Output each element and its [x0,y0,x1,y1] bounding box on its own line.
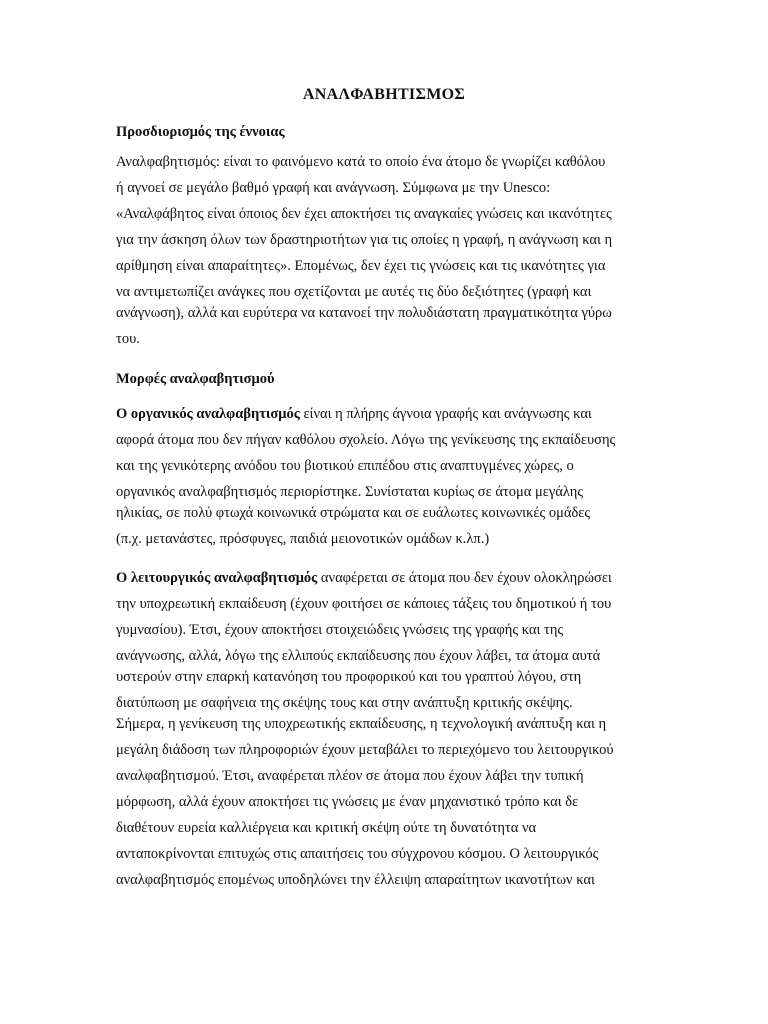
section-heading-forms: Μορφές αναλφαβητισμού [116,371,275,387]
text-line: οργανικός αναλφαβητισμός περιορίστηκε. Συνίσταται κυρίως σε άτομα μεγάλης [116,484,584,500]
text-line: Αναλφαβητισμός: είναι το φαινόμενο κατά το οποίο ένα άτομο δε γνωρίζει καθόλου [116,154,606,170]
text-line: αρίθμηση είναι απαραίτητες». Επομένως, δεν έχει τις γνώσεις και τις ικανότητες για [116,258,606,274]
text-line: αναλφαβητισμού. Έτσι, αναφέρεται πλέον σε άτομα που έχουν λάβει την τυπική [116,768,584,784]
term-functional-illiteracy: Ο λειτουργικός αναλφαβητισμός [116,570,318,586]
text-line: γυμνασίου). Έτσι, έχουν αποκτήσει στοιχειώδεις γνώσεις της γραφής και της [116,622,564,638]
text-line: (π.χ. μετανάστες, πρόσφυγες, παιδιά μειονοτικών ομάδων κ.λπ.) [116,531,490,547]
text-line: να αντιμετωπίζει ανάγκες που σχετίζονται με αυτές τις δύο δεξιότητες (γραφή και [116,284,592,300]
text-line: μόρφωση, αλλά έχουν αποκτήσει τις γνώσεις με έναν μηχανιστικό τρόπο και δε [116,794,579,810]
text-line: του. [116,331,140,347]
text-line: την υποχρεωτική εκπαίδευση (έχουν φοιτήσει σε κάποιες τάξεις του δημοτικού ή του [116,596,612,612]
document-title: ΑΝΑΛΦΑΒΗΤΙΣΜΟΣ [302,86,466,103]
section-heading-definition: Προσδιορισμός της έννοιας [116,124,285,140]
text-line: «Αναλφάβητος είναι όποιος δεν έχει αποκτήσει τις αναγκαίες γνώσεις και ικανότητες [116,206,612,222]
text-line: και της γενικότερης ανόδου του βιοτικού επιπέδου στις αναπτυγμένες χώρες, ο [116,458,574,474]
text-line: μεγάλη διάδοση των πληροφοριών έχουν μεταβάλει το περιεχόμενο του λειτουργικού [116,742,614,758]
text-line: αφορά άτομα που δεν πήγαν καθόλου σχολείο. Λόγω της γενίκευσης της εκπαίδευσης [116,432,616,448]
paragraph-first-line [116,407,592,422]
text-span: είναι η πλήρης άγνοια γραφής και ανάγνωσης και [299,406,592,422]
text-line: αναλφαβητισμός επομένως υποδηλώνει την έλλειψη απαραίτητων ικανοτήτων και [116,872,595,888]
text-span: αναφέρεται σε άτομα που δεν έχουν ολοκληρώσει [317,570,612,586]
text-line: ηλικίας, σε πολύ φτωχά κοινωνικά στρώματα και σε ευάλωτες κοινωνικές ομάδες [116,505,591,521]
paragraph-first-line [116,571,612,586]
text-line: υστερούν στην επαρκή κατανόηση του προφορικού και του γραπτού λόγου, στη [116,669,582,685]
text-line: ή αγνοεί σε μεγάλο βαθμό γραφή και ανάγνωση. Σύμφωνα με την Unesco: [116,180,551,196]
text-line: ανάγνωση), αλλά και ευρύτερα να κατανοεί την πολυδιάστατη πραγματικότητα γύρω [116,305,612,321]
text-line: διατύπωση με σαφήνεια της σκέψης τους και στην ανάπτυξη κριτικής σκέψης. [116,695,573,711]
text-line: Σήμερα, η γενίκευση της υποχρεωτικής εκπαίδευσης, η τεχνολογική ανάπτυξη και η [116,716,607,732]
text-line: για την άσκηση όλων των δραστηριοτήτων για τις οποίες η γραφή, η ανάγνωση και η [116,232,613,248]
term-organic-illiteracy: Ο οργανικός αναλφαβητισμός [116,406,300,422]
text-line: διαθέτουν ευρεία καλλιέργεια και κριτική σκέψη ούτε τη δυνατότητα να [116,820,537,836]
text-line: ανάγνωσης, αλλά, λόγω της ελλιπούς εκπαίδευσης που έχουν λάβει, τα άτομα αυτά [116,648,601,664]
text-line: ανταποκρίνονται επιτυχώς στις απαιτήσεις του σύγχρονου κόσμου. Ο λειτουργικός [116,846,599,862]
